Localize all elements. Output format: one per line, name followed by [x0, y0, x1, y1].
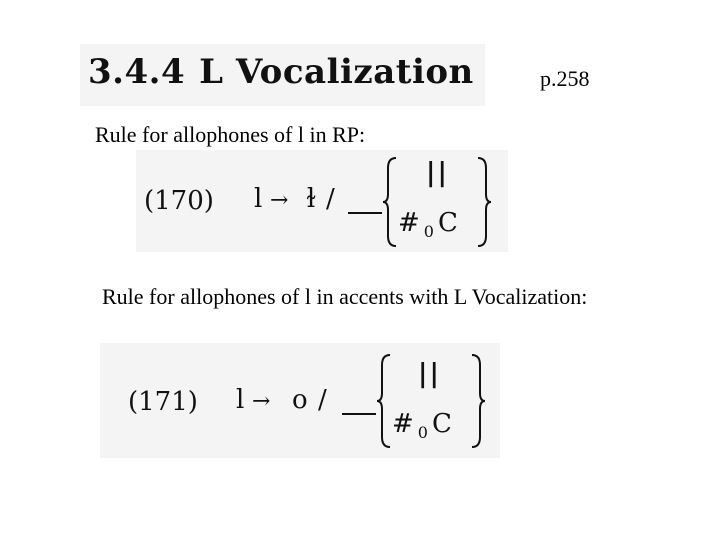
section-number: 3.4.4 — [88, 52, 186, 92]
rule-170-number: (170) — [144, 186, 214, 216]
rule-171-right-brace — [470, 353, 486, 449]
rule-171-left-brace — [376, 353, 392, 449]
rule-170-option-boundary: || — [426, 158, 449, 188]
rule-170-arrow: → — [270, 188, 289, 213]
section-heading-image — [80, 44, 485, 106]
rule-170-image — [136, 150, 508, 252]
rule-171-option-boundary: || — [418, 359, 441, 389]
rule-170-input: l — [254, 184, 263, 214]
rule-171-output: o — [292, 385, 308, 415]
rule-170-option-consonant: # $_0$ C — [398, 208, 458, 241]
rule-171-arrow: → — [252, 389, 271, 414]
rule-170-left-brace — [382, 156, 398, 248]
rule-171-slash: / — [318, 385, 327, 415]
caption-rp-rule: Rule for allophones of l in RP: — [95, 122, 366, 147]
rule-171-blank — [342, 413, 376, 415]
rule-170-slash: / — [326, 184, 335, 214]
rule-171-input: l — [236, 385, 245, 415]
rule-170-blank — [348, 212, 382, 214]
page-reference: p.258 — [540, 66, 590, 91]
section-title: L Vocalization — [199, 52, 474, 92]
caption-lvoc-rule: Rule for allophones of l in accents with L Vocalization: — [102, 284, 588, 309]
section-heading — [88, 52, 474, 92]
rule-171-image — [100, 343, 500, 458]
rule-171-option-consonant: # $_0$ C — [392, 409, 452, 442]
rule-170-output: ɫ — [306, 184, 316, 214]
rule-171-number: (171) — [128, 387, 198, 417]
rule-170-right-brace — [476, 156, 492, 248]
